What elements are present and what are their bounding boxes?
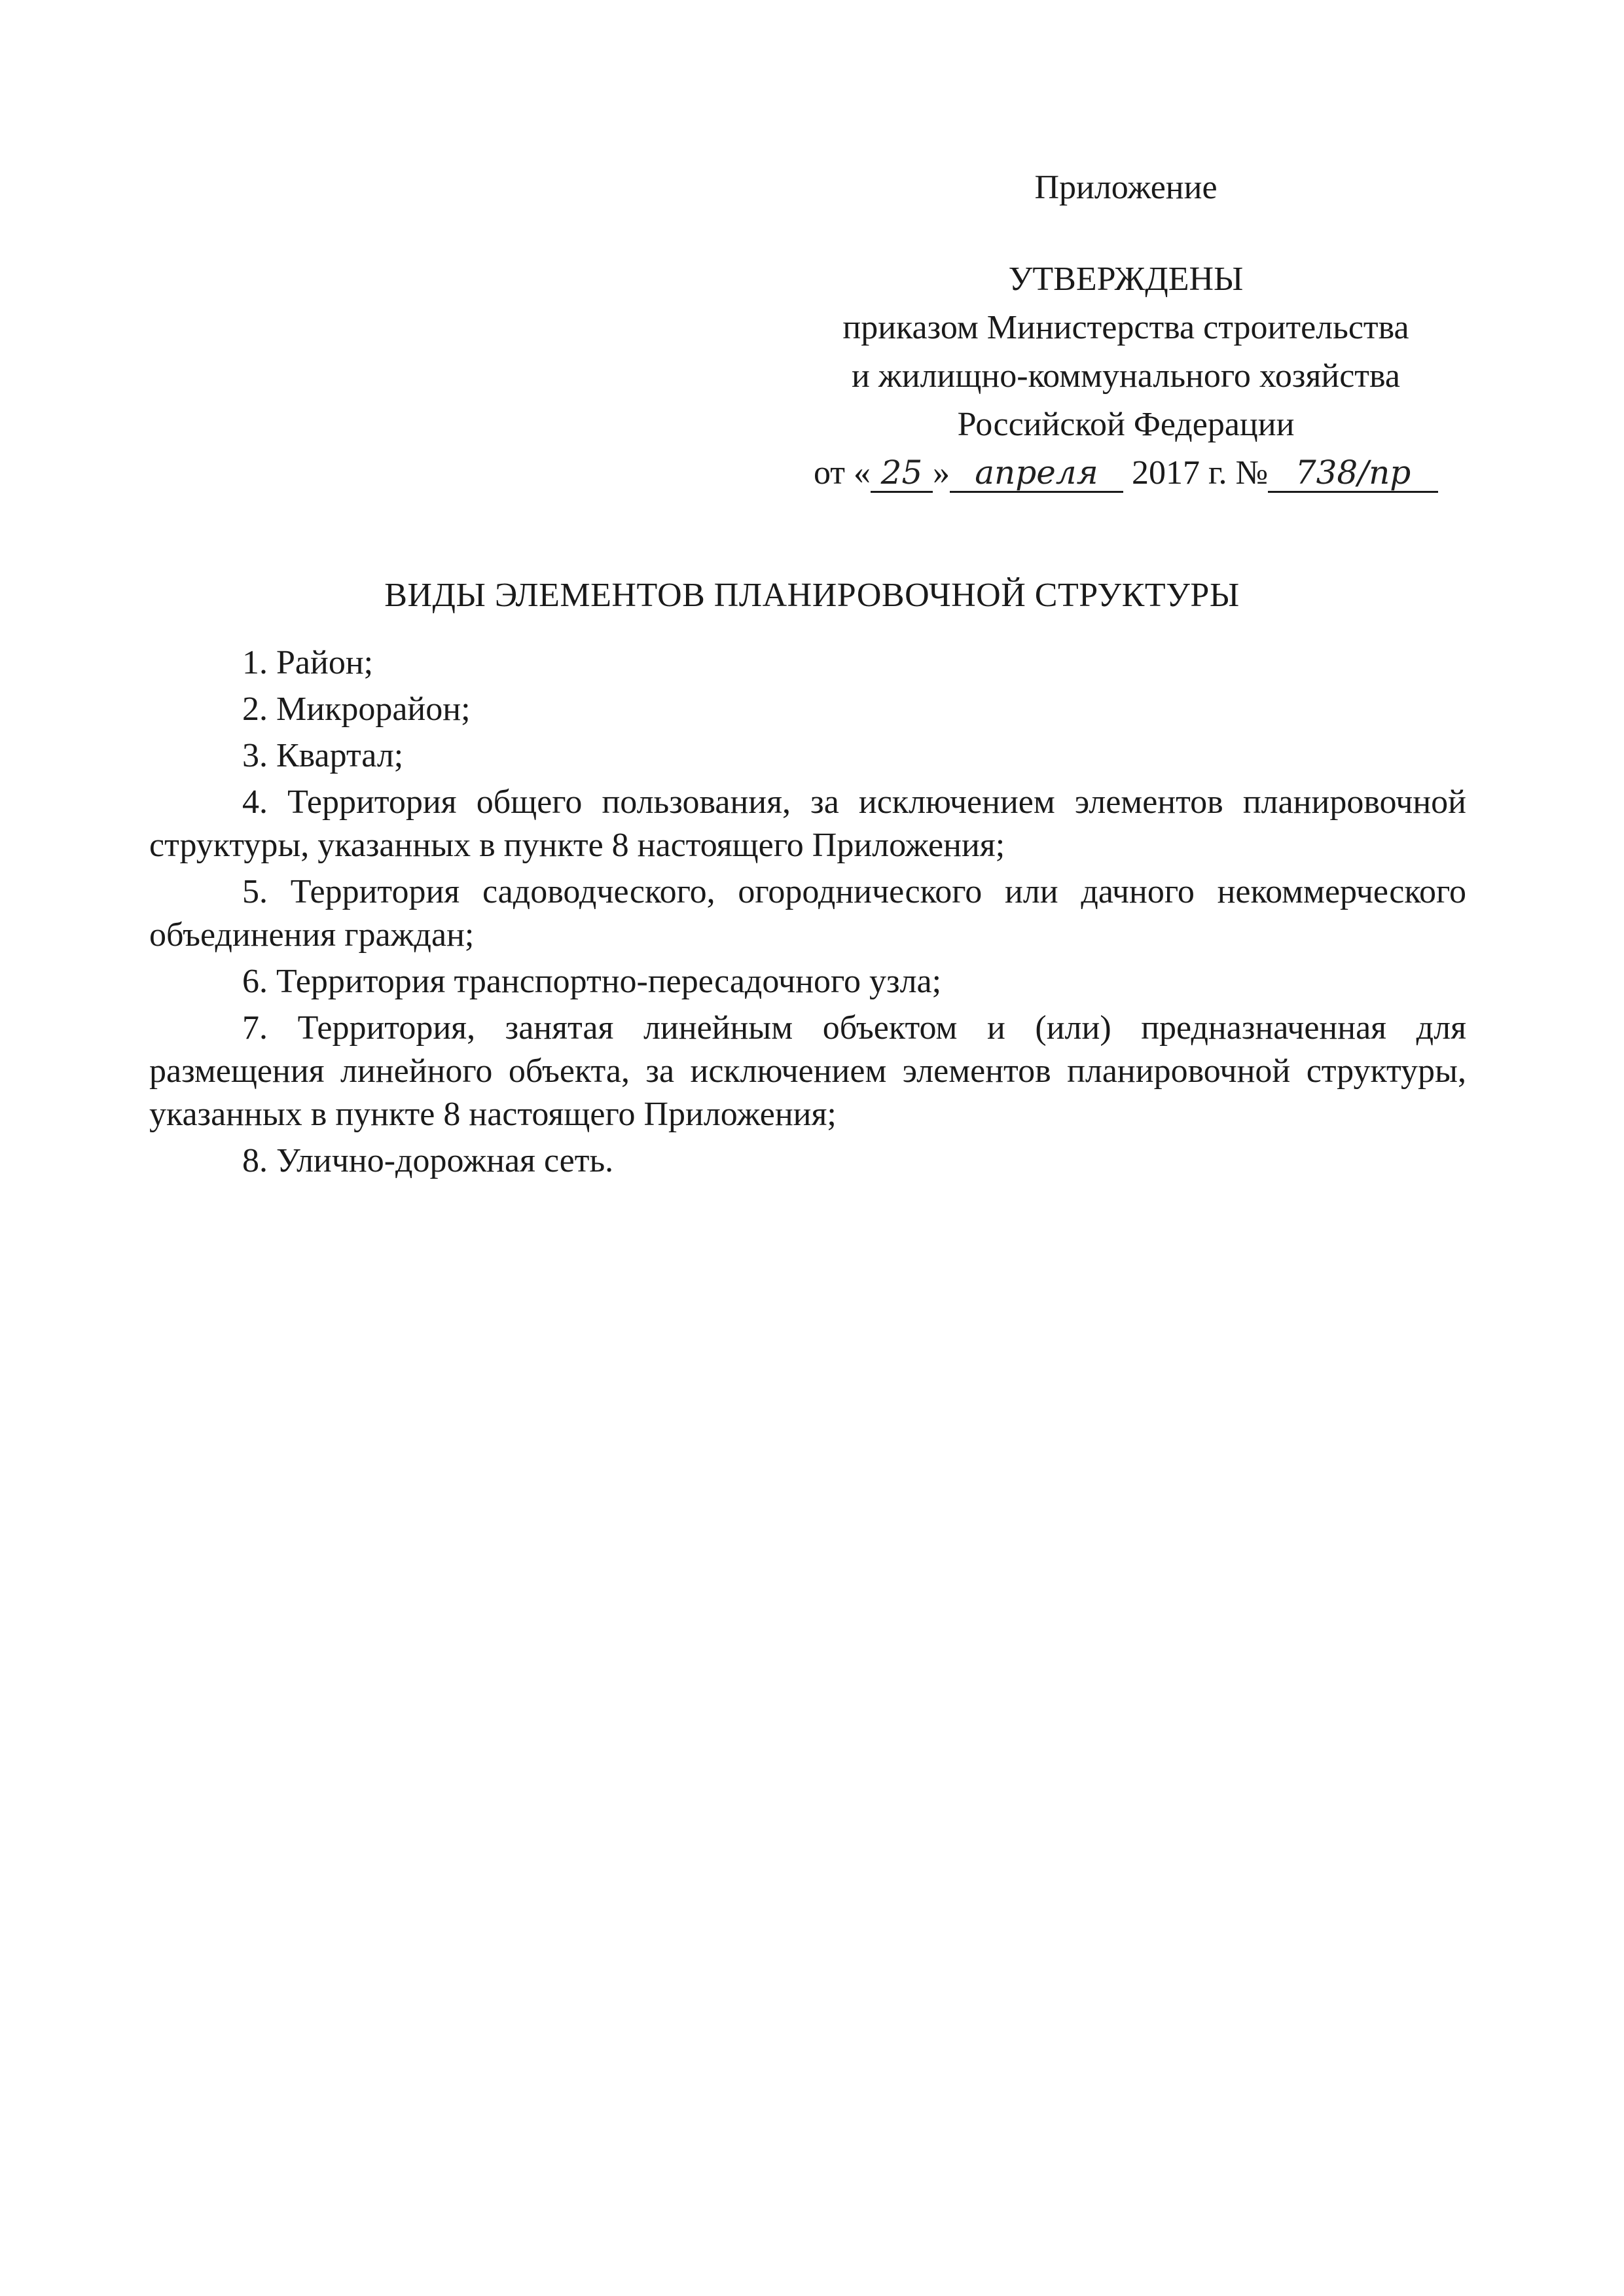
list-item: 6. Территория транспортно-пересадочного узла; xyxy=(242,963,942,1000)
handwritten-month: апреля xyxy=(950,454,1123,493)
planning-elements-list xyxy=(149,641,1466,1186)
document-title: ВИДЫ ЭЛЕМЕНТОВ ПЛАНИРОВОЧНОЙ СТРУКТУРЫ xyxy=(384,577,1240,614)
appendix-label: Приложение xyxy=(1034,169,1218,206)
order-date-line xyxy=(772,449,1479,497)
date-prefix: от « xyxy=(813,454,871,492)
handwritten-order-number: 738/пр xyxy=(1268,454,1438,493)
list-item: 7. Территория, занятая линейным объектом и (или) предназначенная для размещения линейного объекта, за исключением элементов планировочной структуры, указанных в пункте 8 настоящего Приложения; xyxy=(149,1009,1466,1133)
date-year: 2017 г. № xyxy=(1131,454,1269,492)
list-item: 2. Микрорайон; xyxy=(242,691,471,728)
date-quote-close: » xyxy=(932,454,950,492)
approved-stamp-text xyxy=(772,255,1479,497)
list-item: 8. Улично-дорожная сеть. xyxy=(242,1142,614,1179)
list-item: 4. Территория общего пользования, за исключением элементов планировочной структуры, указанных в пункте 8 настоящего Приложения; xyxy=(149,783,1466,864)
handwritten-day: 25 xyxy=(871,454,933,493)
approved-label: УТВЕРЖДЕНЫ xyxy=(1008,260,1244,298)
list-item: 3. Квартал; xyxy=(242,737,404,774)
list-item: 5. Территория садоводческого, огороднического или дачного некоммерческого объединения граждан; xyxy=(149,873,1466,954)
order-line-2: и жилищно-коммунального хозяйства xyxy=(852,357,1400,395)
order-line-1: приказом Министерства строительства xyxy=(842,309,1409,346)
list-item: 1. Район; xyxy=(242,644,374,681)
order-line-3: Российской Федерации xyxy=(957,406,1295,443)
